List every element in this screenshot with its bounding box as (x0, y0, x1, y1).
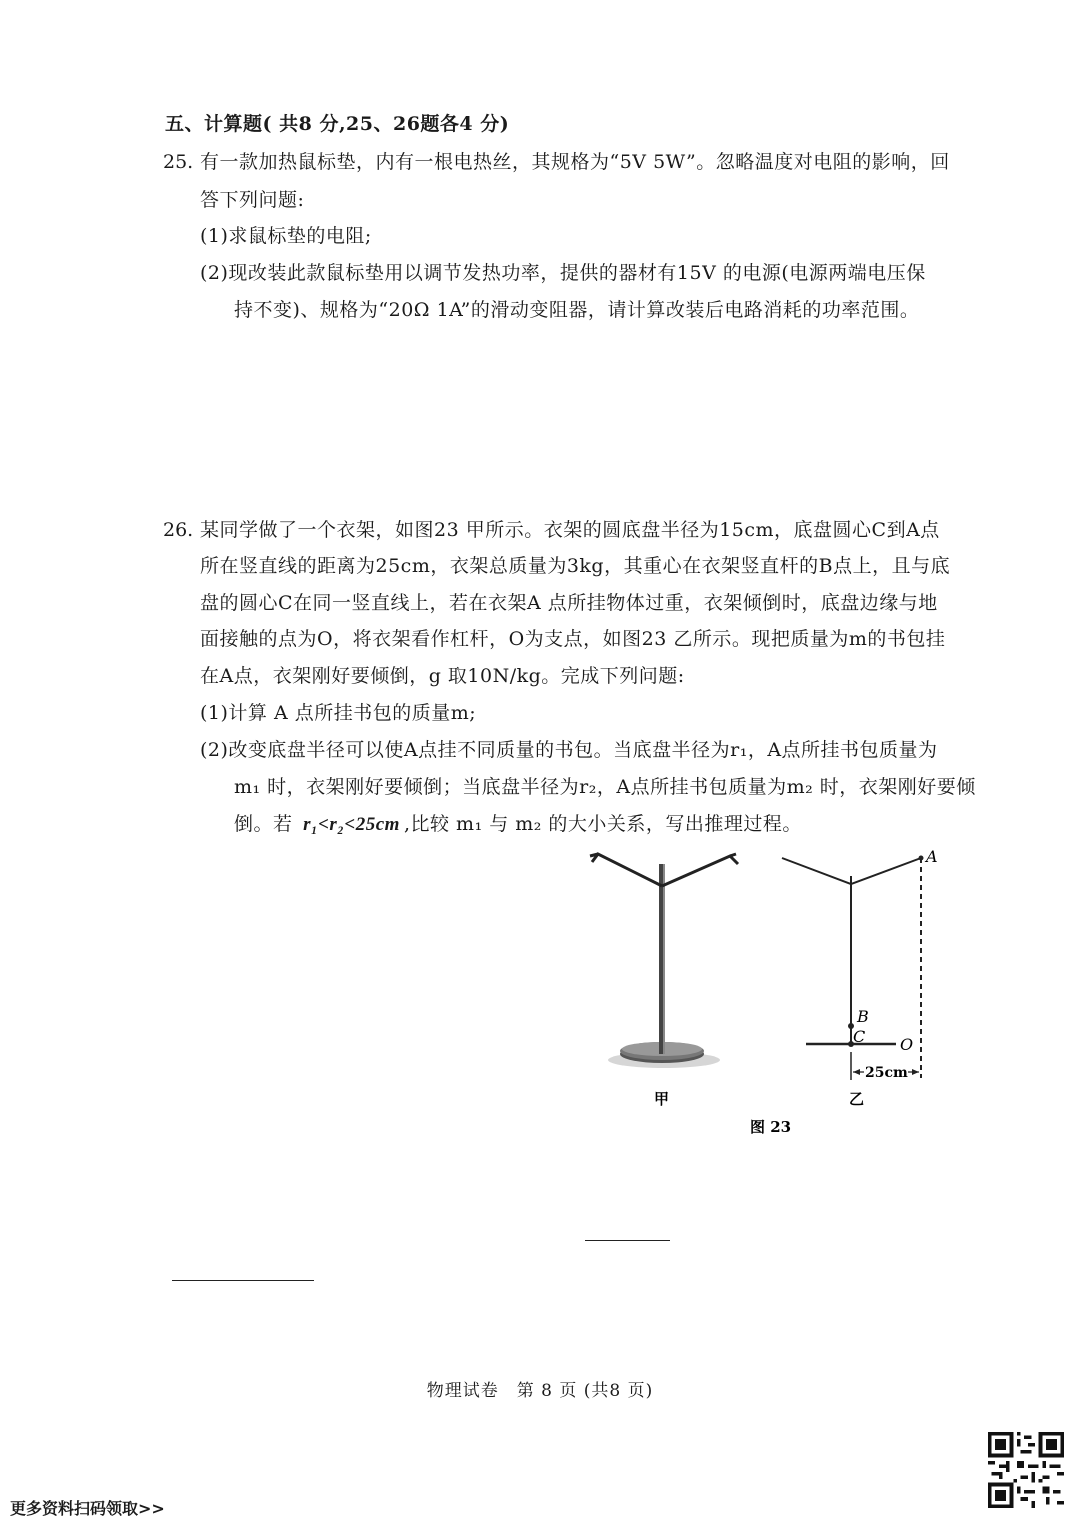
part-2-line-3-suffix: ,比较 m₁ 与 m₂ 的大小关系，写出推理过程。 (403, 813, 802, 835)
figure-caption: 图 23 (750, 1118, 792, 1136)
question-25-part-2-line-1: (2)现改装此款鼠标垫用以调节发热功率，提供的器材有15V 的电源(电源两端电压保 (200, 262, 926, 284)
label-o: O (900, 1035, 914, 1054)
label-c: C (853, 1027, 866, 1046)
question-26-line-5: 在A点，衣架刚好要倾倒，g 取10N/kg。完成下列问题: (200, 665, 685, 687)
caption-left: 甲 (654, 1090, 670, 1108)
qr-code-icon[interactable] (988, 1432, 1064, 1508)
question-26-part-2-line-1: (2)改变底盘半径可以使A点挂不同质量的书包。当底盘半径为r₁，A点所挂书包质量为 (200, 739, 938, 761)
question-25-number: 25. (163, 151, 194, 173)
question-26-part-2-line-3 (234, 810, 802, 839)
label-b: B (857, 1007, 869, 1026)
question-25-line-1: 有一款加热鼠标垫，内有一根电热丝，其规格为“5V 5W”。忽略温度对电阻的影响，回 (200, 151, 950, 173)
question-25-part-1: (1)求鼠标垫的电阻; (200, 225, 372, 247)
question-26-line-4: 面接触的点为O，将衣架看作杠杆，O为支点，如图23 乙所示。现把质量为m的书包挂 (200, 628, 946, 650)
caption-right: 乙 (849, 1090, 865, 1108)
question-26-number: 26. (163, 519, 194, 541)
answer-rule-right (585, 1240, 670, 1241)
question-26-part-2-line-2: m₁ 时，衣架刚好要倾倒；当底盘半径为r₂，A点所挂书包质量为m₂ 时，衣架刚好要倾 (234, 776, 976, 798)
label-a: A (926, 847, 938, 866)
dimension-label: 25cm (865, 1065, 908, 1081)
question-26-line-3: 盘的圆心C在同一竖直线上，若在衣架A 点所挂物体过重，衣架倾倒时，底盘边缘与地 (200, 592, 938, 614)
page-footer: 物理试卷 第 8 页 (共8 页) (426, 1381, 654, 1401)
question-26-line-1: 某同学做了一个衣架，如图23 甲所示。衣架的圆底盘半径为15cm，底盘圆心C到A点 (200, 519, 940, 541)
figure-23 (570, 846, 970, 1146)
section-title: 五、计算题( 共8 分,25、26题各4 分) (165, 113, 510, 135)
question-25-line-2: 答下列问题: (200, 189, 305, 211)
answer-rule-left (172, 1280, 314, 1281)
part-2-line-3-prefix: 倒。若 (234, 813, 293, 835)
question-25-part-2-line-2: 持不变)、规格为“20Ω 1A”的滑动变阻器，请计算改装后电路消耗的功率范围。 (234, 299, 920, 321)
coat-rack-photo (590, 854, 738, 1068)
radius-condition: r₁<r₂<25cm (303, 814, 400, 835)
bottom-note: 更多资料扫码领取>> (10, 1499, 165, 1518)
question-26-part-1: (1)计算 A 点所挂书包的质量m; (200, 702, 477, 724)
question-26-line-2: 所在竖直线的距离为25cm，衣架总质量为3kg，其重心在衣架竖直杆的B点上，且与底 (200, 555, 951, 577)
